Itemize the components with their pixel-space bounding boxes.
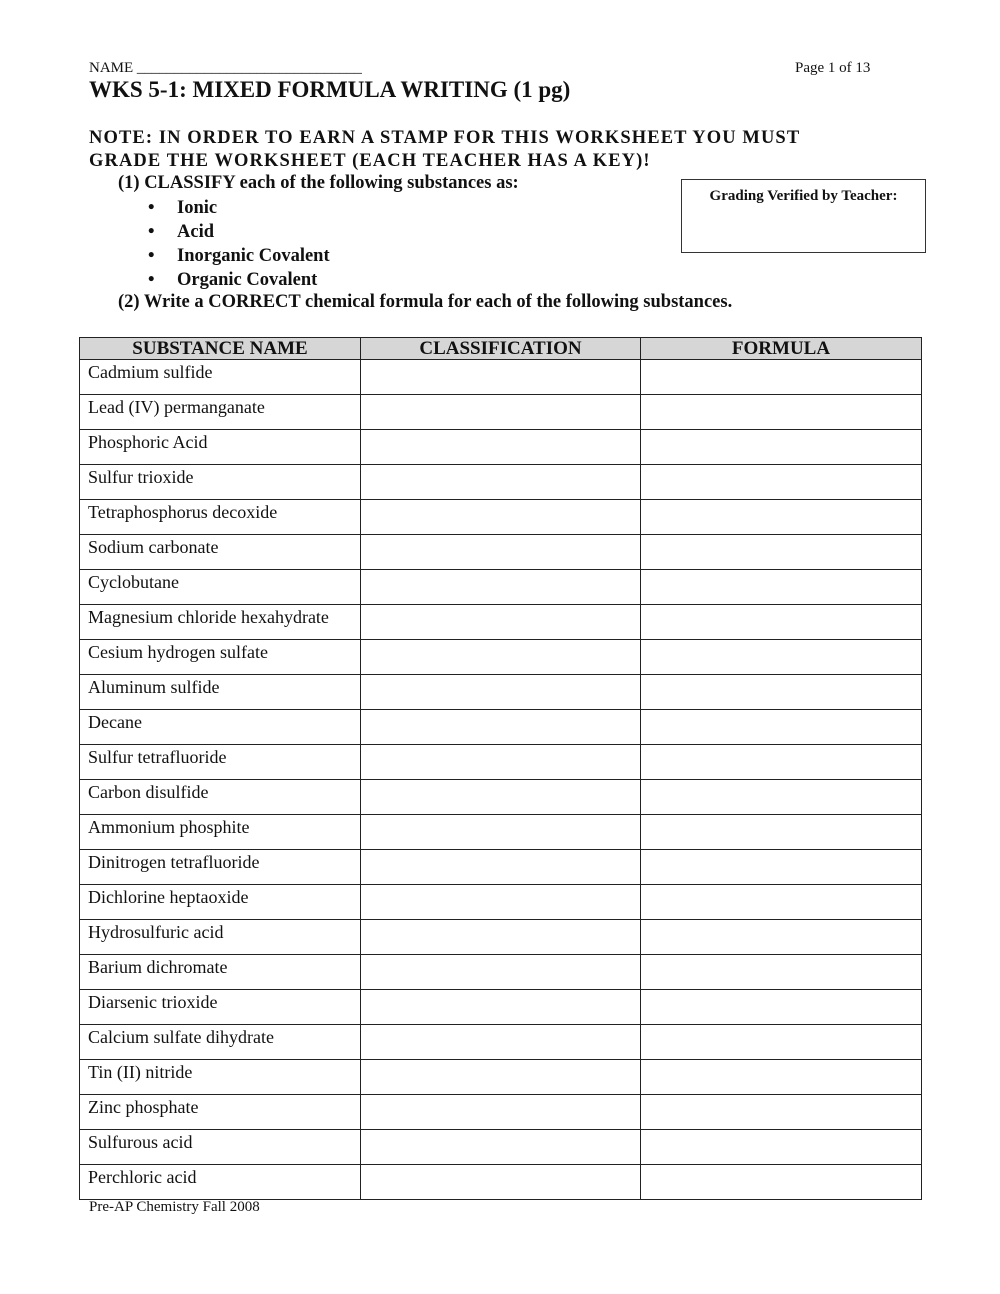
substance-name: Tin (II) nitride bbox=[80, 1060, 361, 1095]
substance-name: Phosphoric Acid bbox=[80, 430, 361, 465]
formula-cell[interactable] bbox=[641, 990, 922, 1025]
classification-cell[interactable] bbox=[361, 640, 641, 675]
page-number: Page 1 of 13 bbox=[795, 60, 871, 76]
classification-item: • Ionic bbox=[148, 198, 218, 218]
formula-cell[interactable] bbox=[641, 465, 922, 500]
substance-name: Dinitrogen tetrafluoride bbox=[80, 850, 361, 885]
bullet-icon: • bbox=[148, 222, 155, 242]
worksheet-title: WKS 5-1: MIXED FORMULA WRITING (1 pg) bbox=[89, 77, 571, 102]
table-row bbox=[80, 850, 922, 885]
formula-cell[interactable] bbox=[641, 570, 922, 605]
formula-cell[interactable] bbox=[641, 535, 922, 570]
note-line-2: GRADE THE WORKSHEET (EACH TEACHER HAS A KEY)! bbox=[89, 151, 651, 171]
formula-cell[interactable] bbox=[641, 360, 922, 395]
substance-name: Dichlorine heptaoxide bbox=[80, 885, 361, 920]
substance-name: Sulfur trioxide bbox=[80, 465, 361, 500]
substance-name: Lead (IV) permanganate bbox=[80, 395, 361, 430]
bullet-icon: • bbox=[148, 246, 155, 266]
substance-name: Sodium carbonate bbox=[80, 535, 361, 570]
classification-cell[interactable] bbox=[361, 815, 641, 850]
table-row bbox=[80, 675, 922, 710]
substance-name: Cyclobutane bbox=[80, 570, 361, 605]
formula-cell[interactable] bbox=[641, 745, 922, 780]
classification-cell[interactable] bbox=[361, 745, 641, 780]
formula-cell[interactable] bbox=[641, 920, 922, 955]
classification-cell[interactable] bbox=[361, 780, 641, 815]
substance-name: Decane bbox=[80, 710, 361, 745]
substance-name: Zinc phosphate bbox=[80, 1095, 361, 1130]
classification-cell[interactable] bbox=[361, 605, 641, 640]
substance-name: Aluminum sulfide bbox=[80, 675, 361, 710]
classification-cell[interactable] bbox=[361, 1165, 641, 1200]
formula-cell[interactable] bbox=[641, 640, 922, 675]
classification-cell[interactable] bbox=[361, 710, 641, 745]
substance-name: Sulfur tetrafluoride bbox=[80, 745, 361, 780]
classification-cell[interactable] bbox=[361, 1025, 641, 1060]
classification-cell[interactable] bbox=[361, 675, 641, 710]
classification-cell[interactable] bbox=[361, 1095, 641, 1130]
substance-name: Perchloric acid bbox=[80, 1165, 361, 1200]
classification-cell[interactable] bbox=[361, 955, 641, 990]
bullet-icon: • bbox=[148, 198, 155, 218]
classification-cell[interactable] bbox=[361, 395, 641, 430]
footer-text: Pre-AP Chemistry Fall 2008 bbox=[89, 1199, 260, 1215]
grading-label: Grading Verified by Teacher: bbox=[709, 188, 898, 204]
substance-name: Hydrosulfuric acid bbox=[80, 920, 361, 955]
formula-cell[interactable] bbox=[641, 605, 922, 640]
formula-cell[interactable] bbox=[641, 815, 922, 850]
classification-cell[interactable] bbox=[361, 885, 641, 920]
worksheet-table bbox=[79, 337, 922, 1200]
formula-cell[interactable] bbox=[641, 885, 922, 920]
classification-item: • Organic Covalent bbox=[148, 270, 318, 290]
instruction-classify: (1) CLASSIFY each of the following substances as: bbox=[118, 173, 519, 193]
name-line: NAME ______________________________ bbox=[89, 60, 362, 76]
classification-item: • Acid bbox=[148, 222, 214, 242]
formula-cell[interactable] bbox=[641, 1060, 922, 1095]
table-row bbox=[80, 1165, 922, 1200]
note-line-1: NOTE: IN ORDER TO EARN A STAMP FOR THIS WORKSHEET YOU MUST bbox=[89, 128, 801, 148]
header-formula: FORMULA bbox=[641, 338, 922, 360]
formula-cell[interactable] bbox=[641, 1025, 922, 1060]
classification-cell[interactable] bbox=[361, 360, 641, 395]
substance-name: Carbon disulfide bbox=[80, 780, 361, 815]
table-row bbox=[80, 710, 922, 745]
formula-cell[interactable] bbox=[641, 780, 922, 815]
classification-cell[interactable] bbox=[361, 1130, 641, 1165]
table-row bbox=[80, 570, 922, 605]
formula-cell[interactable] bbox=[641, 955, 922, 990]
table-row bbox=[80, 885, 922, 920]
formula-cell[interactable] bbox=[641, 430, 922, 465]
table-row bbox=[80, 815, 922, 850]
table-header-row bbox=[80, 338, 922, 360]
table-row bbox=[80, 920, 922, 955]
instruction-write-formula: (2) Write a CORRECT chemical formula for each of the following substances. bbox=[118, 292, 733, 312]
formula-cell[interactable] bbox=[641, 1130, 922, 1165]
formula-cell[interactable] bbox=[641, 500, 922, 535]
formula-cell[interactable] bbox=[641, 1165, 922, 1200]
table-row bbox=[80, 1025, 922, 1060]
classification-cell[interactable] bbox=[361, 920, 641, 955]
table-row bbox=[80, 430, 922, 465]
header-classification: CLASSIFICATION bbox=[361, 338, 641, 360]
table-row bbox=[80, 360, 922, 395]
substance-name: Cesium hydrogen sulfate bbox=[80, 640, 361, 675]
table-row bbox=[80, 1060, 922, 1095]
table-row bbox=[80, 465, 922, 500]
classification-cell[interactable] bbox=[361, 430, 641, 465]
formula-cell[interactable] bbox=[641, 850, 922, 885]
formula-cell[interactable] bbox=[641, 395, 922, 430]
note-block bbox=[89, 127, 889, 173]
formula-cell[interactable] bbox=[641, 710, 922, 745]
classification-item: • Inorganic Covalent bbox=[148, 246, 330, 266]
classification-cell[interactable] bbox=[361, 570, 641, 605]
table-row bbox=[80, 605, 922, 640]
header-substance-name: SUBSTANCE NAME bbox=[80, 338, 361, 360]
table-row bbox=[80, 780, 922, 815]
classification-cell[interactable] bbox=[361, 1060, 641, 1095]
classification-cell[interactable] bbox=[361, 535, 641, 570]
grading-verification-box bbox=[681, 179, 926, 253]
table-row bbox=[80, 745, 922, 780]
substance-name: Tetraphosphorus decoxide bbox=[80, 500, 361, 535]
classification-cell[interactable] bbox=[361, 990, 641, 1025]
substance-name: Cadmium sulfide bbox=[80, 360, 361, 395]
substance-name: Diarsenic trioxide bbox=[80, 990, 361, 1025]
table-row bbox=[80, 640, 922, 675]
substance-name: Sulfurous acid bbox=[80, 1130, 361, 1165]
table-row bbox=[80, 1095, 922, 1130]
classification-cell[interactable] bbox=[361, 850, 641, 885]
table-row bbox=[80, 395, 922, 430]
table-row bbox=[80, 500, 922, 535]
table-row bbox=[80, 955, 922, 990]
classification-cell[interactable] bbox=[361, 500, 641, 535]
table-row bbox=[80, 535, 922, 570]
bullet-icon: • bbox=[148, 270, 155, 290]
substance-name: Magnesium chloride hexahydrate bbox=[80, 605, 361, 640]
formula-cell[interactable] bbox=[641, 675, 922, 710]
table-row bbox=[80, 1130, 922, 1165]
formula-cell[interactable] bbox=[641, 1095, 922, 1130]
substance-name: Barium dichromate bbox=[80, 955, 361, 990]
substance-name: Calcium sulfate dihydrate bbox=[80, 1025, 361, 1060]
classification-cell[interactable] bbox=[361, 465, 641, 500]
substance-name: Ammonium phosphite bbox=[80, 815, 361, 850]
table-row bbox=[80, 990, 922, 1025]
